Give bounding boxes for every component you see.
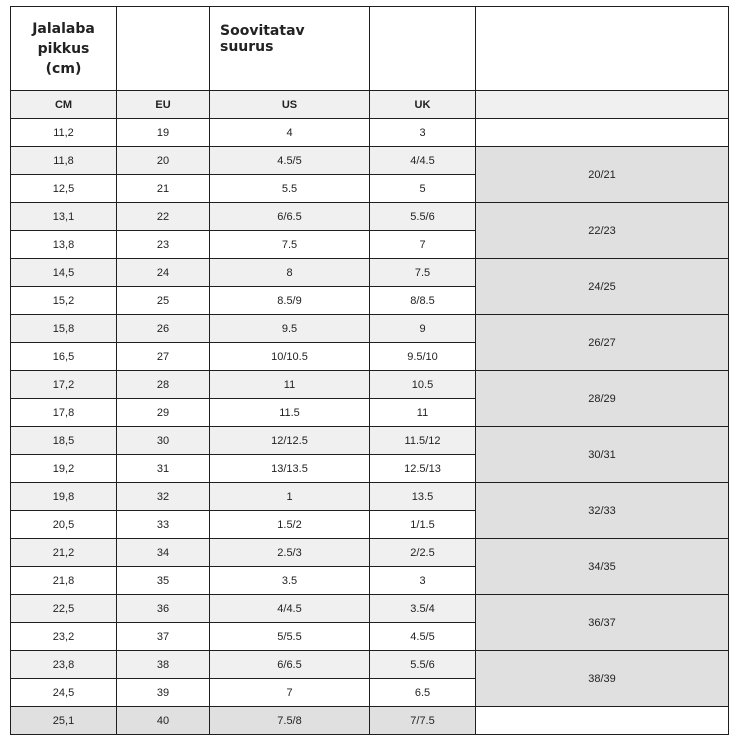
size-cell-eu: 39 [117, 679, 210, 707]
size-cell-eu: 25 [117, 287, 210, 315]
recommended-size-cell: 36/37 [476, 595, 729, 651]
size-cell-eu: 21 [117, 175, 210, 203]
table-row [11, 427, 729, 455]
table-row [11, 651, 729, 679]
size-cell-uk: 9 [370, 315, 476, 343]
size-cell-us: 11 [210, 371, 370, 399]
size-cell-cm: 19,2 [11, 455, 117, 483]
size-cell-eu: 36 [117, 595, 210, 623]
column-header-us: US [210, 91, 370, 119]
size-cell-uk: 1/1.5 [370, 511, 476, 539]
size-cell-eu: 19 [117, 119, 210, 147]
size-cell-uk: 5.5/6 [370, 651, 476, 679]
size-cell-uk: 5.5/6 [370, 203, 476, 231]
size-cell-eu: 33 [117, 511, 210, 539]
size-cell-cm: 13,8 [11, 231, 117, 259]
size-cell-cm: 15,2 [11, 287, 117, 315]
size-cell-uk: 4.5/5 [370, 623, 476, 651]
recommended-blank-cell [476, 119, 729, 147]
size-cell-us: 8.5/9 [210, 287, 370, 315]
column-header-uk: UK [370, 91, 476, 119]
size-cell-cm: 15,8 [11, 315, 117, 343]
size-cell-cm: 24,5 [11, 679, 117, 707]
size-cell-cm: 23,8 [11, 651, 117, 679]
size-cell-uk: 11 [370, 399, 476, 427]
size-cell-us: 4/4.5 [210, 595, 370, 623]
size-cell-uk: 7/7.5 [370, 707, 476, 735]
table-row [11, 147, 729, 175]
size-cell-cm: 11,8 [11, 147, 117, 175]
size-cell-uk: 3 [370, 567, 476, 595]
size-cell-cm: 12,5 [11, 175, 117, 203]
recommended-size-title: Soovitatav suurus [210, 7, 370, 91]
size-cell-cm: 20,5 [11, 511, 117, 539]
size-cell-cm: 17,2 [11, 371, 117, 399]
size-cell-uk: 2/2.5 [370, 539, 476, 567]
title-blank-cell [370, 7, 476, 91]
size-cell-uk: 6.5 [370, 679, 476, 707]
title-blank-cell [117, 7, 210, 91]
table-row [11, 119, 729, 147]
table-row [11, 259, 729, 287]
size-cell-cm: 16,5 [11, 343, 117, 371]
size-cell-us: 11.5 [210, 399, 370, 427]
size-cell-cm: 22,5 [11, 595, 117, 623]
size-cell-us: 7.5 [210, 231, 370, 259]
recommended-size-cell: 20/21 [476, 147, 729, 203]
size-cell-eu: 31 [117, 455, 210, 483]
recommended-size-cell: 32/33 [476, 483, 729, 539]
size-cell-us: 1 [210, 483, 370, 511]
size-cell-uk: 8/8.5 [370, 287, 476, 315]
size-cell-eu: 29 [117, 399, 210, 427]
size-cell-eu: 30 [117, 427, 210, 455]
recommended-size-cell: 28/29 [476, 371, 729, 427]
size-cell-us: 4.5/5 [210, 147, 370, 175]
table-row [11, 203, 729, 231]
size-cell-eu: 28 [117, 371, 210, 399]
recommended-size-cell: 34/35 [476, 539, 729, 595]
size-cell-eu: 27 [117, 343, 210, 371]
size-cell-eu: 26 [117, 315, 210, 343]
size-cell-uk: 9.5/10 [370, 343, 476, 371]
size-cell-us: 2.5/3 [210, 539, 370, 567]
size-cell-cm: 14,5 [11, 259, 117, 287]
size-cell-eu: 40 [117, 707, 210, 735]
size-cell-us: 5.5 [210, 175, 370, 203]
size-cell-cm: 13,1 [11, 203, 117, 231]
size-cell-cm: 23,2 [11, 623, 117, 651]
size-cell-uk: 12.5/13 [370, 455, 476, 483]
size-cell-uk: 11.5/12 [370, 427, 476, 455]
size-cell-uk: 7 [370, 231, 476, 259]
size-cell-eu: 37 [117, 623, 210, 651]
size-cell-cm: 21,2 [11, 539, 117, 567]
title-blank-cell [476, 7, 729, 91]
size-cell-eu: 23 [117, 231, 210, 259]
size-cell-uk: 5 [370, 175, 476, 203]
size-cell-eu: 20 [117, 147, 210, 175]
recommended-size-cell: 38/39 [476, 651, 729, 707]
size-cell-us: 6/6.5 [210, 203, 370, 231]
size-cell-us: 8 [210, 259, 370, 287]
size-cell-uk: 4/4.5 [370, 147, 476, 175]
size-cell-cm: 18,5 [11, 427, 117, 455]
table-row [11, 371, 729, 399]
size-cell-cm: 25,1 [11, 707, 117, 735]
column-header-eu: EU [117, 91, 210, 119]
column-header-row [11, 91, 729, 119]
size-cell-cm: 11,2 [11, 119, 117, 147]
title-row [11, 7, 729, 91]
size-cell-eu: 24 [117, 259, 210, 287]
size-cell-uk: 3 [370, 119, 476, 147]
table-row [11, 315, 729, 343]
size-cell-us: 12/12.5 [210, 427, 370, 455]
size-cell-us: 4 [210, 119, 370, 147]
size-cell-us: 3.5 [210, 567, 370, 595]
recommended-blank-cell [476, 707, 729, 735]
table-row [11, 595, 729, 623]
table-row [11, 483, 729, 511]
recommended-size-cell: 26/27 [476, 315, 729, 371]
size-cell-uk: 10.5 [370, 371, 476, 399]
size-cell-cm: 17,8 [11, 399, 117, 427]
size-cell-eu: 34 [117, 539, 210, 567]
size-cell-us: 7 [210, 679, 370, 707]
size-cell-us: 10/10.5 [210, 343, 370, 371]
size-cell-uk: 3.5/4 [370, 595, 476, 623]
size-cell-uk: 7.5 [370, 259, 476, 287]
size-cell-us: 5/5.5 [210, 623, 370, 651]
table-row [11, 707, 729, 735]
recommended-size-cell: 30/31 [476, 427, 729, 483]
size-cell-us: 13/13.5 [210, 455, 370, 483]
size-cell-us: 6/6.5 [210, 651, 370, 679]
size-cell-eu: 22 [117, 203, 210, 231]
size-cell-us: 1.5/2 [210, 511, 370, 539]
size-cell-cm: 19,8 [11, 483, 117, 511]
column-header-blank [476, 91, 729, 119]
size-cell-us: 9.5 [210, 315, 370, 343]
foot-length-title: Jalalaba pikkus (cm) [11, 7, 117, 91]
size-cell-eu: 35 [117, 567, 210, 595]
size-cell-uk: 13.5 [370, 483, 476, 511]
size-cell-cm: 21,8 [11, 567, 117, 595]
table-row [11, 539, 729, 567]
size-cell-us: 7.5/8 [210, 707, 370, 735]
recommended-size-cell: 22/23 [476, 203, 729, 259]
size-chart-table [10, 6, 729, 735]
column-header-cm: CM [11, 91, 117, 119]
recommended-size-cell: 24/25 [476, 259, 729, 315]
size-cell-eu: 38 [117, 651, 210, 679]
size-cell-eu: 32 [117, 483, 210, 511]
